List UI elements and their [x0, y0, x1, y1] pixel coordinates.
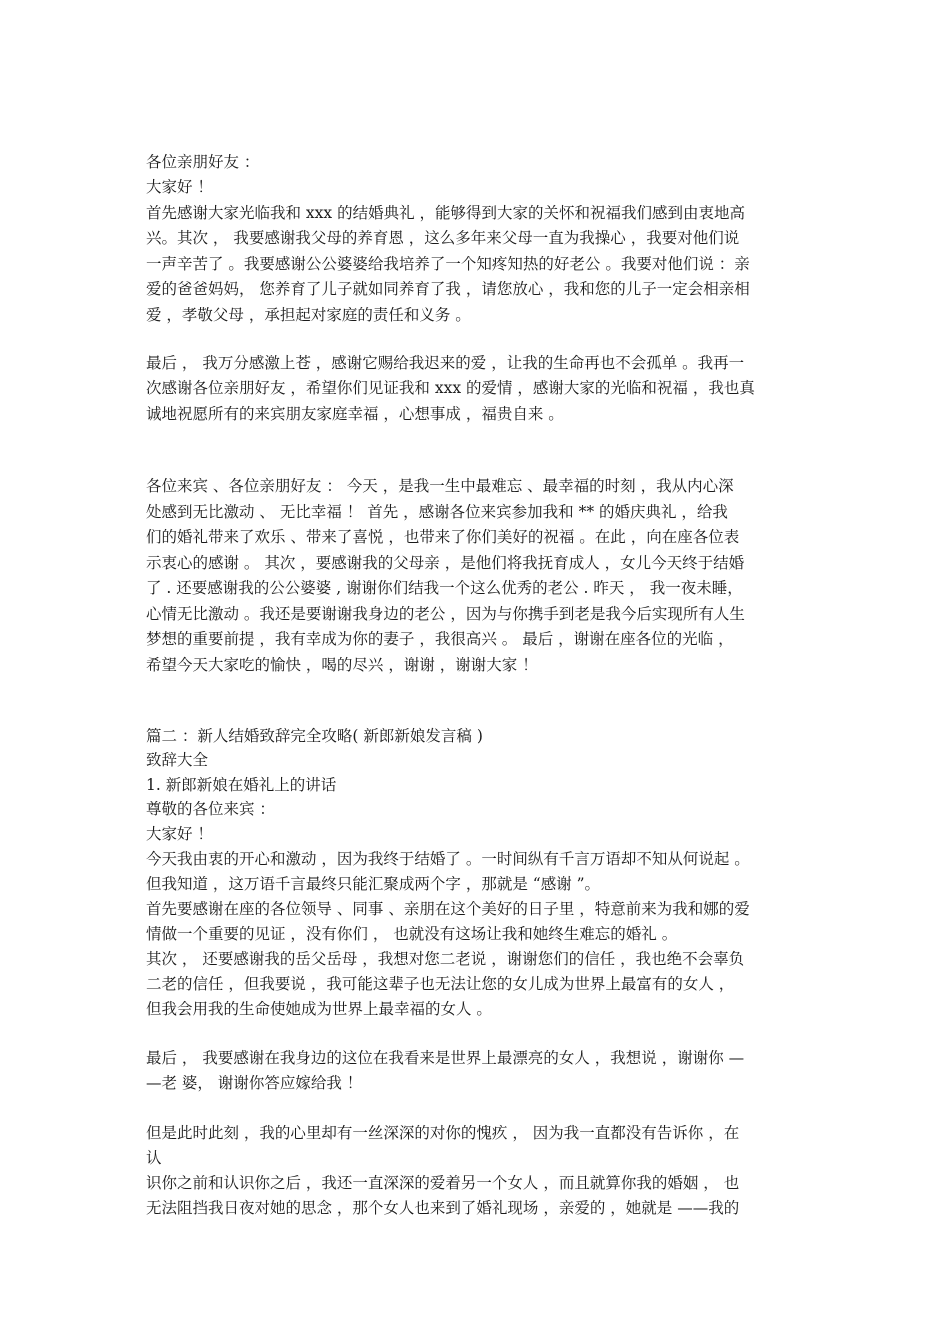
text-line: 二老的信任 ，但我要说 ，我可能这辈子也无法让您的女儿成为世界上最富有的女人 ，: [146, 975, 735, 993]
text-line: 最后 ， 我要感谢在我身边的这位在我看来是世界上最漂亮的女人 ，我想说 ，谢谢你 —: [146, 1049, 745, 1067]
text-line: 希望今天大家吃的愉快 ，喝的尽兴 ，谢谢 ，谢谢大家 ！: [146, 656, 538, 674]
text-line: 但是此时此刻 ，我的心里却有一丝深深的对你的愧疚 ， 因为我一直都没有告诉你 ，在: [146, 1124, 740, 1142]
text-line: 梦想的重要前提 ，我有幸成为你的妻子 ，我很高兴 。 最后 ，谢谢在座各位的光临 ，: [146, 630, 734, 648]
text-line: 心情无比激动 。我还是要谢谢我身边的老公 ，因为与你携手到老是我今后实现所有人生: [146, 605, 745, 623]
text-line: 处感到无比激动 、 无比幸福 ！ 首先 ，感谢各位来宾参加我和 ** 的婚庆典礼 ，给我: [146, 503, 728, 521]
text-line: 无法阻挡我日夜对她的思念 ，那个女人也来到了婚礼现场 ，亲爱的 ，她就是 ——我的: [146, 1199, 740, 1217]
text-line: 各位来宾 、各位亲朋好友 ： 今天 ，是我一生中最难忘 、最幸福的时刻 ，我从内心深: [146, 477, 734, 495]
text-line: 诚地祝愿所有的来宾朋友家庭幸福 ，心想事成 ，福贵自来 。: [146, 405, 564, 423]
text-line: 们的婚礼带来了欢乐 、带来了喜悦 ，也带来了你们美好的祝福 。在此 ，向在座各位表: [146, 528, 740, 546]
text-line: 但我知道 ，这万语千言最终只能汇聚成两个字 ，那就是 “感谢 ”。: [146, 875, 601, 893]
text-line: 但我会用我的生命使她成为世界上最幸福的女人 。: [146, 1000, 492, 1018]
text-line: —老 婆， 谢谢你答应嫁给我 ！: [146, 1074, 363, 1092]
text-line: 首先要感谢在座的各位领导 、同事 、亲朋在这个美好的日子里 ，特意前来为我和娜的爱: [146, 900, 750, 918]
text-line: 致辞大全: [146, 751, 209, 769]
text-line: 大家好 ！: [146, 825, 213, 843]
text-line: 识你之前和认识你之后 ，我还一直深深的爱着另一个女人 ，而且就算你我的婚姻 ， 也: [146, 1174, 740, 1192]
section-heading: 篇二 ：新人结婚致辞完全攻略( 新郎新娘发言稿 ): [146, 727, 483, 745]
text-line: 首先感谢大家光临我和 xxx 的结婚典礼 ，能够得到大家的关怀和祝福我们感到由衷地高: [146, 204, 746, 222]
text-line: 大家好 ！: [146, 178, 213, 196]
text-line: 了 . 还要感谢我的公公婆婆 , 谢谢你们结我一个这么优秀的老公 . 昨天 ， 我一夜未睡，: [146, 579, 743, 597]
text-line: 兴。其次 ， 我要感谢我父母的养育恩 ，这么多年来父母一直为我操心 ，我要对他们说: [146, 229, 740, 247]
text-line: 一声辛苦了 。我要感谢公公婆婆给我培养了一个知疼知热的好老公 。我要对他们说 ：亲: [146, 255, 750, 273]
text-line: 示衷心的感谢 。 其次 ，要感谢我的父母亲 ，是他们将我抚育成人 ，女儿今天终于结婚: [146, 554, 745, 572]
text-line: 其次 ， 还要感谢我的岳父岳母 ，我想对您二老说 ，谢谢您们的信任 ，我也绝不会辜负: [146, 950, 745, 968]
text-line: 尊敬的各位来宾 ：: [146, 800, 275, 818]
text-line: 情做一个重要的见证 ，没有你们 ， 也就没有这场让我和她终生难忘的婚礼 。: [146, 925, 678, 943]
text-line: 认: [146, 1149, 162, 1167]
text-line: 今天我由衷的开心和激动 ，因为我终于结婚了 。一时间纵有千言万语却不知从何说起 。: [146, 850, 750, 868]
text-line: 各位亲朋好友 ：: [146, 153, 260, 171]
text-line: 1. 新郎新娘在婚礼上的讲话: [146, 776, 337, 794]
text-line: 次感谢各位亲朋好友 ，希望你们见证我和 xxx 的爱情 ，感谢大家的光临和祝福 ，我也真: [146, 379, 755, 397]
text-line: 爱的爸爸妈妈， 您养育了儿子就如同养育了我 ，请您放心 ，我和您的儿子一定会相亲相: [146, 280, 750, 298]
text-line: 最后 ， 我万分感激上苍 ，感谢它赐给我迟来的爱 ，让我的生命再也不会孤单 。我再一: [146, 354, 745, 372]
text-line: 爱 ，孝敬父母 ，承担起对家庭的责任和义务 。: [146, 306, 471, 324]
